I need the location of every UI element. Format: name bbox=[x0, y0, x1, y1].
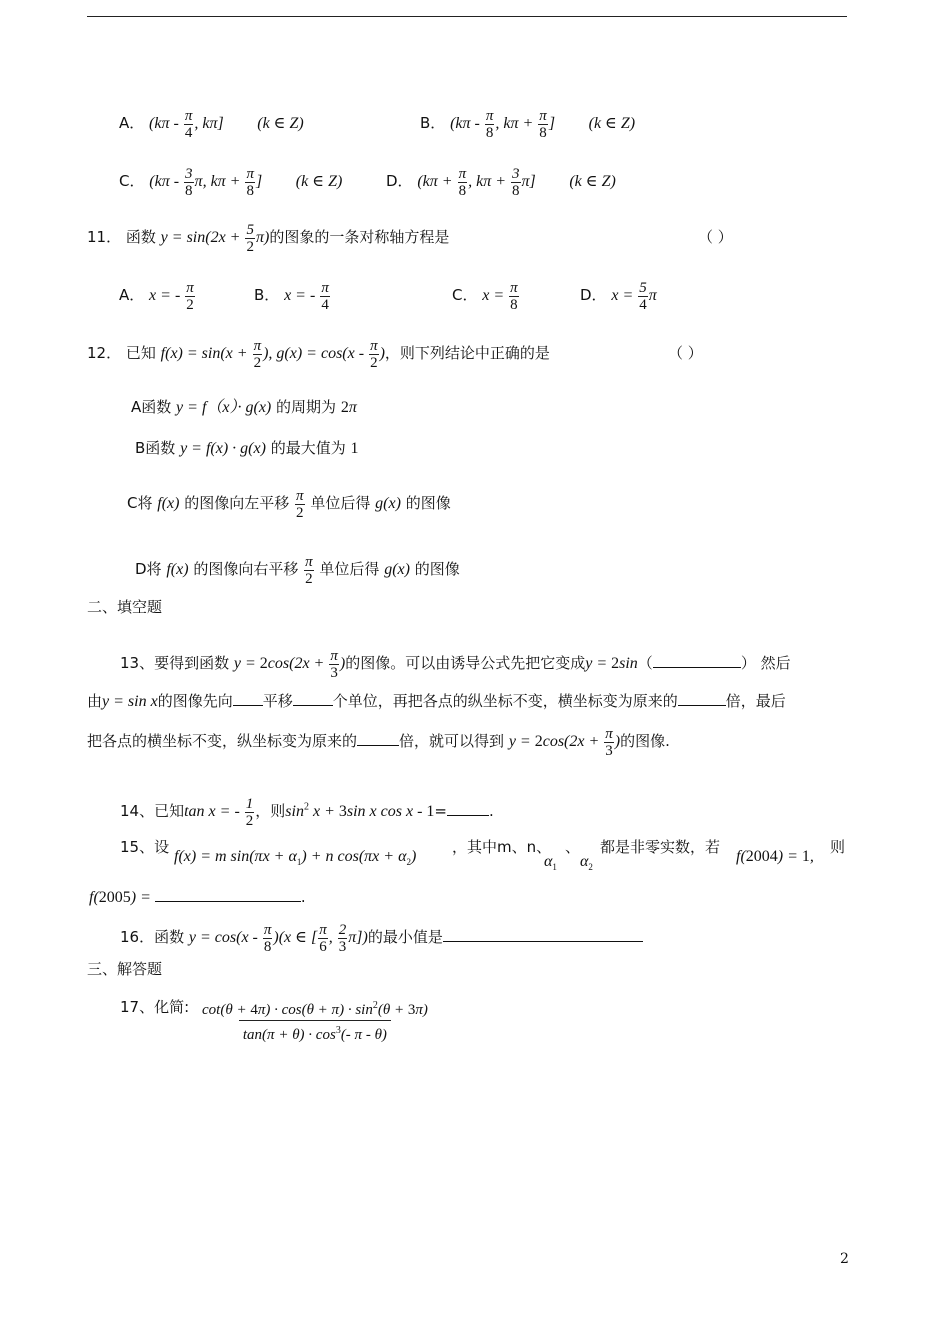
q14-blank[interactable] bbox=[447, 800, 489, 816]
q17-expression: $\frac{\cot(\theta + 4\pi) \cdot \cos(\theta + \pi) \cdot \sin^2(\theta + 3\pi)}{\tan(\pi + \theta) \cdot \cos^3(- \pi - \theta)}$ bbox=[202, 1000, 428, 1043]
q12-option-a: A函数 y = f（x）· g(x) 的周期为 2π bbox=[131, 398, 357, 416]
q16-stem: 16．函数 y = cos(x - $\frac{\pi}{8}$ )(x ∈ [ $\frac{\pi}{6}$ , $\frac{2}{3}$ π])的最小值是 bbox=[120, 922, 643, 955]
q13-line-3: 把各点的横坐标不变，纵坐标变为原来的 倍，就可以得到 y = 2cos(2x + $\frac{\pi}{3}$ )的图像. bbox=[87, 726, 670, 759]
q13-blank-2[interactable] bbox=[233, 690, 263, 706]
q10-option-a: A． (kπ - $\frac{\pi}{4}$ , kπ] (k ∈ Z) bbox=[119, 108, 304, 141]
q15-formula: f(x) = m $\sin(\pi x + \alpha_1) + n$ $\cos(\pi x + \alpha_2)$ bbox=[174, 848, 417, 868]
q12-option-c: C将 f(x) 的图像向左平移 $\frac{\pi}{2}$ 单位后得 g(x) 的图像 bbox=[127, 488, 451, 521]
q10-option-d: D． (kπ + $\frac{\pi}{8}$ , kπ + $\frac{3}{8}$ π] (k ∈ Z) bbox=[386, 166, 616, 199]
q10-option-b: B． (kπ - $\frac{\pi}{8}$ , kπ + $\frac{\pi}{8}$ ] (k ∈ Z) bbox=[420, 108, 636, 141]
q12-option-b: B函数 y = f(x) · g(x) 的最大值为 1 bbox=[135, 439, 359, 457]
q11-option-d: D． x = $\frac{5}{4}$ π bbox=[580, 280, 657, 313]
q15-alpha2: $\alpha_2$ bbox=[580, 853, 593, 873]
q11-option-a: A． x = - $\frac{\pi}{2}$ bbox=[119, 280, 194, 313]
q11-answer-paren: （ ） bbox=[698, 228, 733, 246]
q12-option-d: D将 f(x) 的图像向右平移 $\frac{\pi}{2}$ 单位后得 g(x) 的图像 bbox=[135, 554, 460, 587]
q13-blank-3[interactable] bbox=[293, 690, 333, 706]
page-number: 2 bbox=[840, 1251, 849, 1267]
q14-stem: 14、已知tan x = - $\frac{1}{2}$ ，则$\sin^2 x + 3\sin$ x cos x - 1= . bbox=[120, 796, 494, 829]
q15-blank[interactable] bbox=[155, 886, 301, 902]
q13-blank-5[interactable] bbox=[357, 730, 399, 746]
q11-option-b: B． x = - $\frac{\pi}{4}$ bbox=[254, 280, 329, 313]
q15-stem-mid: ，其中m、n、 bbox=[452, 838, 552, 856]
q12-answer-paren: （ ） bbox=[668, 344, 703, 362]
q11-stem: 11． 函数 y = sin(2x + $\frac{5}{2}$ π)的图象的一条对称轴方程是 bbox=[87, 222, 450, 255]
q17-stem: 17、化简: bbox=[120, 998, 190, 1016]
q11-option-c: C． x = $\frac{\pi}{8}$ bbox=[452, 280, 518, 313]
q15-then: 则 bbox=[830, 838, 846, 856]
q13-blank-1[interactable] bbox=[653, 652, 741, 668]
q13-line-2: 由y = sin x的图像先向 平移 个单位，再把各点的纵坐标不变，横坐标变为原来的 倍，最后 bbox=[87, 692, 786, 710]
q16-blank[interactable] bbox=[443, 926, 643, 942]
q15-stem: 15、设 bbox=[120, 838, 170, 856]
q15-condition: f(2004) = 1, bbox=[736, 848, 814, 865]
section-solve-heading: 三、解答题 bbox=[87, 960, 163, 978]
q15-answer-line: f(2005) = . bbox=[89, 888, 306, 906]
q13-line-1: 13、要得到函数 y = 2cos(2x + $\frac{\pi}{3}$ )的图像。可以由诱导公式先把它变成y = 2sin（ ） 然后 bbox=[120, 648, 791, 681]
section-fill-in-heading: 二、填空题 bbox=[87, 598, 163, 616]
q13-blank-4[interactable] bbox=[678, 690, 726, 706]
q15-alpha1: $\alpha_1$ bbox=[544, 853, 557, 873]
q15-separator: 、 bbox=[565, 838, 581, 856]
q12-stem: 12． 已知 f(x) = sin(x + $\frac{\pi}{2}$ ), g(x) = cos(x - $\frac{\pi}{2}$ )，则下列结论中正确的是 bbox=[87, 338, 550, 371]
q15-stem-end: 都是非零实数，若 bbox=[600, 838, 721, 856]
q10-option-c: C． (kπ - $\frac{3}{8}$ π, kπ + $\frac{\pi}{8}$ ] (k ∈ Z) bbox=[119, 166, 343, 199]
header-rule bbox=[87, 16, 847, 17]
